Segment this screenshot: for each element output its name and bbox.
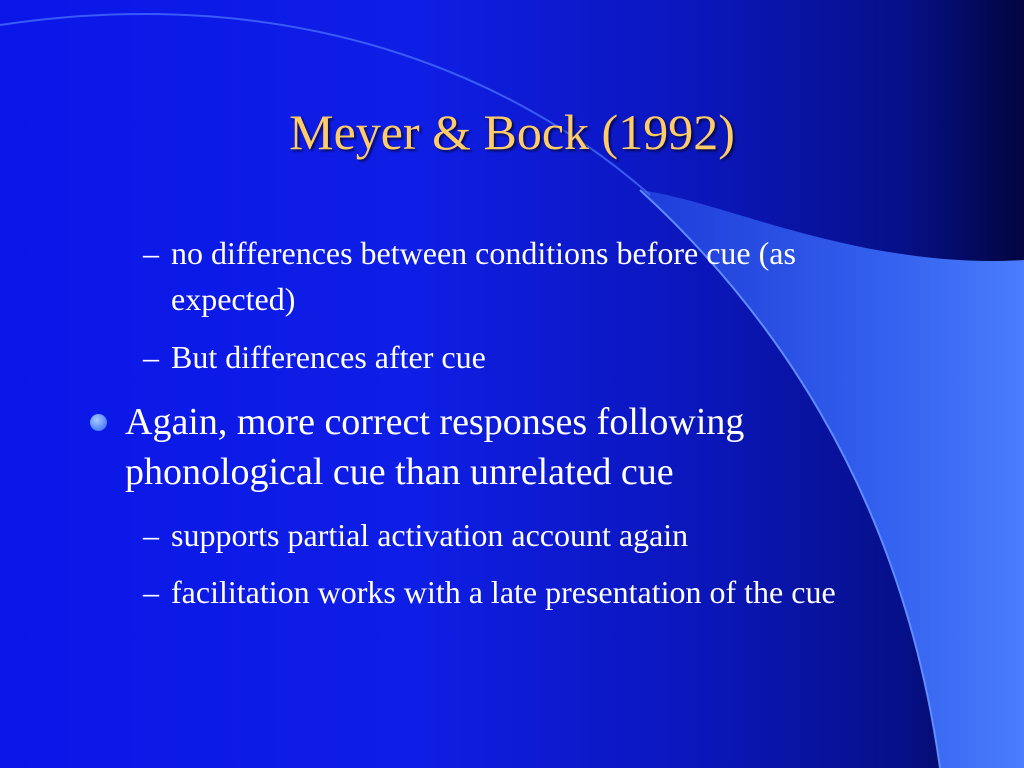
bullet-dot-icon (90, 414, 107, 431)
dash-bullet-marker: – (143, 574, 159, 610)
sub-bullet (143, 230, 913, 322)
sub-bullet (143, 334, 913, 380)
dash-bullet-marker: – (143, 517, 159, 553)
sub-bullet-text: facilitation works with a late presentation of the cue (171, 574, 836, 610)
main-bullet-text: Again, more correct responses following phonological cue than unrelated cue (125, 401, 745, 493)
sub-bullet-text: no differences between conditions before cue (as expected) (171, 235, 796, 317)
sub-bullet (143, 569, 913, 615)
sub-bullet-text: But differences after cue (171, 339, 486, 375)
slide-title: Meyer & Bock (1992) (289, 104, 735, 160)
sub-bullet (143, 512, 913, 558)
main-bullet (90, 397, 950, 497)
sub-bullet-text: supports partial activation account again (171, 517, 689, 553)
dash-bullet-marker: – (143, 339, 159, 375)
dash-bullet-marker: – (143, 235, 159, 271)
